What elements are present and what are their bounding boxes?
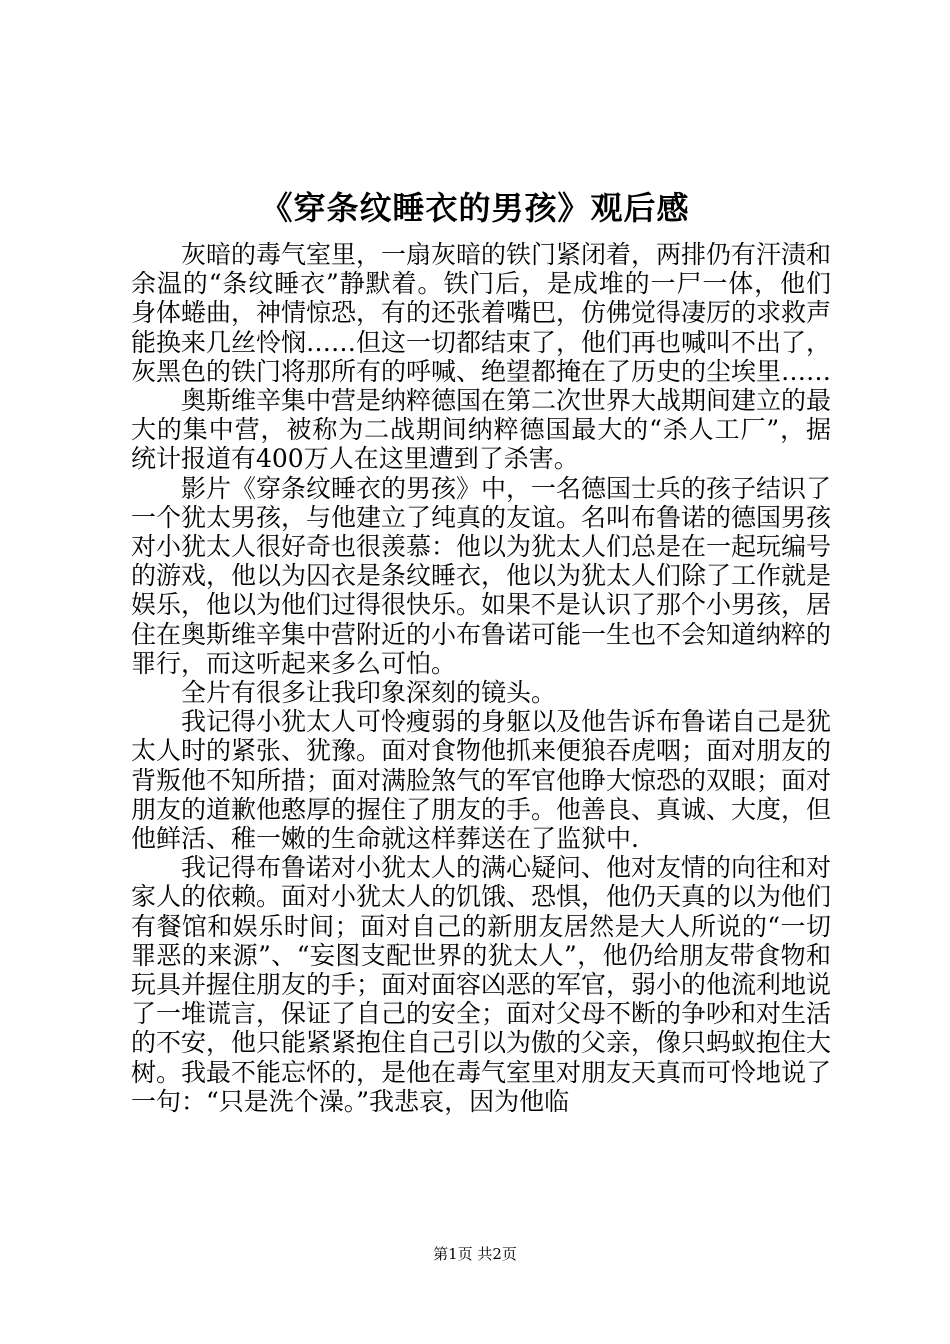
- paragraph-4: 全片有很多让我印象深刻的镜头。: [181, 678, 557, 708]
- paragraph-1: 灰暗的毒气室里，一扇灰暗的铁门紧闭着，两排仍有汗渍和余温的“条纹睡衣”静默着。铁门后，是成堆的一尸一体，他们身体蜷曲，神情惊恐，有的还张着嘴巴，仿佛觉得凄厉的求救声能换来几丝怜悯……但这一切都结束了，他们再也喊叫不出了，灰黑色的铁门将那所有的呼喊、绝望都掩在了历史的尘埃里……: [131, 240, 832, 386]
- paragraph-2: 奥斯维辛集中营是纳粹德国在第二次世界大战期间建立的最大的集中营，被称为二战期间纳粹德国最大的“杀人工厂”，据统计报道有400万人在这里遭到了杀害。: [131, 386, 832, 474]
- document-title: 《穿条纹睡衣的男孩》观后感: [260, 189, 690, 227]
- paragraph-3: 影片《穿条纹睡衣的男孩》中，一名德国士兵的孩子结识了一个犹太男孩，与他建立了纯真的友谊。名叫布鲁诺的德国男孩对小犹太人很好奇也很羡慕：他以为犹太人们总是在一起玩编号的游戏，他以为囚衣是条纹睡衣，他以为犹太人们除了工作就是娱乐，他以为他们过得很快乐。如果不是认识了那个小男孩，居住在奥斯维辛集中营附近的小布鲁诺可能一生也不会知道纳粹的罪行，而这听起来多么可怕。: [131, 473, 832, 678]
- page-number-footer: 第1页 共2页: [433, 1245, 517, 1263]
- document-body: [131, 240, 831, 1116]
- paragraph-6: 我记得布鲁诺对小犹太人的满心疑问、他对友情的向往和对家人的依赖。面对小犹太人的饥饿、恐惧，他仍天真的以为他们有餐馆和娱乐时间；面对自己的新朋友居然是大人所说的“一切罪恶的来源”、“妄图支配世界的犹太人”，他仍给朋友带食物和玩具并握住朋友的手；面对面容凶恶的军官，弱小的他流利地说了一堆谎言，保证了自己的安全；面对父母不断的争吵和对生活的不安，他只能紧紧抱住自己引以为傲的父亲，像只蚂蚁抱住大树。我最不能忘怀的，是他在毒气室里对朋友天真而可怜地说了一句：“只是洗个澡。”我悲哀，因为他临: [131, 853, 832, 1116]
- paragraph-5: 我记得小犹太人可怜瘦弱的身躯以及他告诉布鲁诺自己是犹太人时的紧张、犹豫。面对食物他抓来便狼吞虎咽；面对朋友的背叛他不知所措；面对满脸煞气的军官他睁大惊恐的双眼；面对朋友的道歉他憨厚的握住了朋友的手。他善良、真诚、大度，但他鲜活、稚一嫩的生命就这样葬送在了监狱中.: [131, 707, 832, 854]
